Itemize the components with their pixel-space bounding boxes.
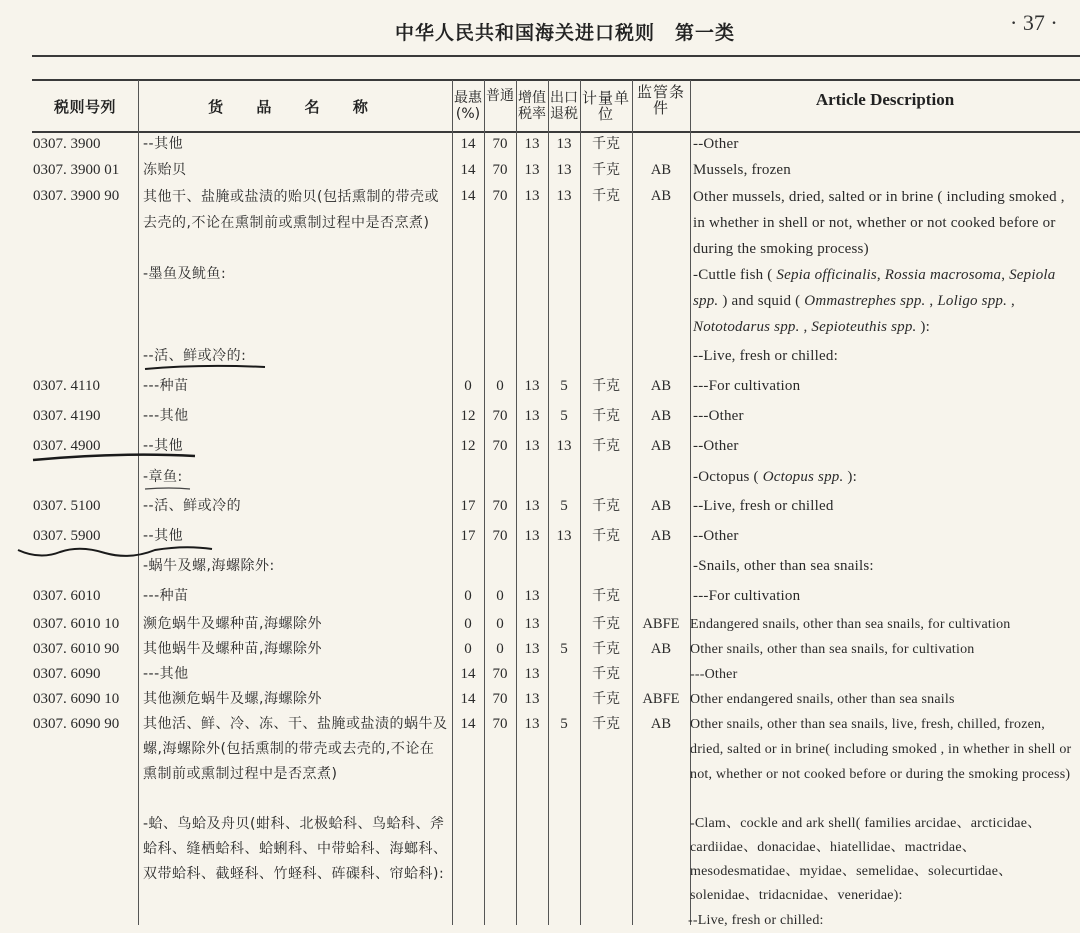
mfn-rate: 17 bbox=[460, 498, 476, 514]
general-rate: 70 bbox=[492, 408, 508, 424]
article-description: --Other bbox=[693, 136, 739, 152]
tariff-code: 0307. 3900 bbox=[33, 136, 101, 152]
header-general: 普通 bbox=[486, 88, 514, 104]
supervision: ABFE bbox=[642, 616, 680, 632]
general-rate: 70 bbox=[492, 666, 508, 682]
unit: 千克 bbox=[592, 408, 620, 424]
vat-rate: 13 bbox=[524, 188, 540, 204]
header-code: 税则号列 bbox=[53, 97, 116, 116]
vat-rate: 13 bbox=[524, 378, 540, 394]
supervision: AB bbox=[650, 528, 672, 544]
article-description: Endangered snails, other than sea snails, for cultivation bbox=[690, 617, 1011, 632]
goods-name: ---其他 bbox=[143, 666, 189, 682]
general-rate: 70 bbox=[492, 188, 508, 204]
article-description: --Live, fresh or chilled: bbox=[688, 913, 824, 928]
mfn-rate: 12 bbox=[460, 408, 476, 424]
header-unit: 计量单位 bbox=[581, 89, 630, 123]
article-description: --Live, fresh or chilled: bbox=[693, 348, 838, 364]
tariff-code: 0307. 6010 90 bbox=[33, 641, 120, 657]
goods-name: 其他活、鲜、冷、冻、干、盐腌或盐渍的蜗牛及螺,海螺除外(包括熏制的带壳或去壳的,不论在熏制前或熏制过程中是否烹煮) bbox=[143, 716, 448, 782]
header-vat: 增值税率 bbox=[518, 90, 546, 122]
export-rebate: 13 bbox=[556, 136, 572, 152]
supervision: AB bbox=[650, 641, 672, 657]
vat-rate: 13 bbox=[524, 438, 540, 454]
article-description: Other mussels, dried, salted or in brine ( including smoked , in whether in shell or not, whether or not cooked before or during the smoking process) bbox=[693, 189, 1065, 257]
goods-name: -章鱼: bbox=[143, 469, 183, 485]
goods-name: -墨鱼及鱿鱼: bbox=[143, 266, 227, 282]
goods-name: 冻贻贝 bbox=[143, 162, 187, 178]
unit: 千克 bbox=[592, 716, 620, 732]
export-rebate: 5 bbox=[560, 716, 568, 732]
mfn-rate: 14 bbox=[460, 188, 476, 204]
tariff-code: 0307. 3900 90 bbox=[33, 188, 120, 204]
vat-rate: 13 bbox=[524, 716, 540, 732]
vat-rate: 13 bbox=[524, 691, 540, 707]
goods-name: -蛤、鸟蛤及舟贝(蚶科、北极蛤科、鸟蛤科、斧蛤科、缝栖蛤科、蛤蜊科、中带蛤科、海螂科、双带蛤科、截蛏科、竹蛏科、砗磲科、帘蛤科): bbox=[143, 816, 448, 882]
general-rate: 70 bbox=[492, 498, 508, 514]
tariff-code: 0307. 3900 01 bbox=[33, 162, 120, 178]
running-title: 中华人民共和国海关进口税则 第一类 bbox=[395, 22, 736, 44]
header-supervision: 监管条件 bbox=[636, 83, 685, 117]
goods-name: 其他濒危蜗牛及螺,海螺除外 bbox=[143, 691, 322, 707]
export-rebate: 5 bbox=[560, 641, 568, 657]
export-rebate: 5 bbox=[560, 408, 568, 424]
column-divider bbox=[138, 80, 139, 925]
article-description: ---For cultivation bbox=[693, 588, 801, 604]
goods-name: --其他 bbox=[143, 136, 184, 152]
tariff-code: 0307. 4190 bbox=[33, 408, 101, 424]
goods-name: 其他蜗牛及螺种苗,海螺除外 bbox=[143, 641, 322, 657]
mfn-rate: 0 bbox=[464, 588, 472, 604]
vat-rate: 13 bbox=[524, 528, 540, 544]
goods-name: --活、鲜或冷的: bbox=[143, 348, 247, 364]
tariff-code: 0307. 6090 90 bbox=[33, 716, 120, 732]
general-rate: 70 bbox=[492, 136, 508, 152]
article-description: Other snails, other than sea snails, live, fresh, chilled, frozen, dried, salted or in brine( including smoked , in whether in shell or not, whether or not cooked before or during the smoking process) bbox=[690, 717, 1072, 782]
mfn-rate: 0 bbox=[464, 641, 472, 657]
unit: 千克 bbox=[592, 136, 620, 152]
unit: 千克 bbox=[592, 641, 620, 657]
mfn-rate: 14 bbox=[460, 691, 476, 707]
mfn-rate: 17 bbox=[460, 528, 476, 544]
goods-name: ---其他 bbox=[143, 408, 189, 424]
supervision: AB bbox=[650, 162, 672, 178]
article-description: Other snails, other than sea snails, for cultivation bbox=[690, 642, 975, 657]
general-rate: 0 bbox=[496, 588, 504, 604]
tariff-code: 0307. 5900 bbox=[33, 528, 101, 544]
vat-rate: 13 bbox=[524, 641, 540, 657]
article-description: ---Other bbox=[693, 408, 744, 424]
goods-name: --活、鲜或冷的 bbox=[143, 498, 242, 514]
article-description: Mussels, frozen bbox=[693, 162, 791, 178]
column-divider bbox=[690, 80, 691, 925]
vat-rate: 13 bbox=[524, 616, 540, 632]
general-rate: 70 bbox=[492, 528, 508, 544]
article-description: -Snails, other than sea snails: bbox=[693, 558, 874, 574]
mfn-rate: 14 bbox=[460, 716, 476, 732]
article-description: -Clam、cockle and ark shell( families arcidae、arcticidae、cardiidae、donacidae、hiatellidae、mactridae、mesodesmatidae、myidae、semelidae、solecurtidae、solenidae、tridacnidae、veneridae): bbox=[690, 816, 1042, 903]
article-description: ---For cultivation bbox=[693, 378, 801, 394]
unit: 千克 bbox=[592, 691, 620, 707]
article-description: Other endangered snails, other than sea snails bbox=[690, 692, 955, 707]
tariff-code: 0307. 4110 bbox=[33, 378, 100, 394]
goods-name: 濒危蜗牛及螺种苗,海螺除外 bbox=[143, 616, 322, 632]
unit: 千克 bbox=[592, 528, 620, 544]
article-description: --Other bbox=[693, 438, 739, 454]
unit: 千克 bbox=[592, 162, 620, 178]
supervision: AB bbox=[650, 378, 672, 394]
goods-name: --其他 bbox=[143, 528, 184, 544]
header-article: Article Description bbox=[815, 90, 955, 109]
unit: 千克 bbox=[592, 588, 620, 604]
export-rebate: 5 bbox=[560, 378, 568, 394]
export-rebate: 5 bbox=[560, 498, 568, 514]
mfn-rate: 12 bbox=[460, 438, 476, 454]
export-rebate: 13 bbox=[556, 438, 572, 454]
export-rebate: 13 bbox=[556, 188, 572, 204]
goods-name: ---种苗 bbox=[143, 378, 189, 394]
general-rate: 0 bbox=[496, 378, 504, 394]
header-rule bbox=[32, 55, 1080, 57]
vat-rate: 13 bbox=[524, 588, 540, 604]
vat-rate: 13 bbox=[524, 136, 540, 152]
article-description: --Other bbox=[693, 528, 739, 544]
tariff-code: 0307. 6010 10 bbox=[33, 616, 120, 632]
unit: 千克 bbox=[592, 378, 620, 394]
header-export-rebate: 出口退税 bbox=[550, 90, 578, 122]
mfn-rate: 14 bbox=[460, 666, 476, 682]
vat-rate: 13 bbox=[524, 498, 540, 514]
supervision: AB bbox=[650, 498, 672, 514]
tariff-code: 0307. 6090 bbox=[33, 666, 101, 682]
header-mfn: 最惠(%) bbox=[454, 90, 482, 122]
unit: 千克 bbox=[592, 616, 620, 632]
supervision: AB bbox=[650, 188, 672, 204]
unit: 千克 bbox=[592, 666, 620, 682]
tariff-code: 0307. 6090 10 bbox=[33, 691, 120, 707]
article-description: -Octopus ( Octopus spp. ): bbox=[693, 469, 857, 485]
goods-name: ---种苗 bbox=[143, 588, 189, 604]
supervision: AB bbox=[650, 408, 672, 424]
general-rate: 0 bbox=[496, 616, 504, 632]
export-rebate: 13 bbox=[556, 162, 572, 178]
page-number: · 37 · bbox=[1010, 10, 1058, 35]
general-rate: 70 bbox=[492, 691, 508, 707]
supervision: AB bbox=[650, 438, 672, 454]
export-rebate: 13 bbox=[556, 528, 572, 544]
vat-rate: 13 bbox=[524, 666, 540, 682]
mfn-rate: 14 bbox=[460, 162, 476, 178]
article-description: --Live, fresh or chilled bbox=[693, 498, 834, 514]
supervision: AB bbox=[650, 716, 672, 732]
general-rate: 0 bbox=[496, 641, 504, 657]
vat-rate: 13 bbox=[524, 162, 540, 178]
mfn-rate: 14 bbox=[460, 136, 476, 152]
mfn-rate: 0 bbox=[464, 378, 472, 394]
article-description: -Cuttle fish ( Sepia officinalis, Rossia macrosoma, Sepiola spp. ) and squid ( Ommastrephes spp. , Loligo spp. , Nototodarus spp. , Sepioteuthis spp. ): bbox=[693, 267, 1056, 335]
general-rate: 70 bbox=[492, 716, 508, 732]
unit: 千克 bbox=[592, 498, 620, 514]
unit: 千克 bbox=[592, 188, 620, 204]
vat-rate: 13 bbox=[524, 408, 540, 424]
unit: 千克 bbox=[592, 438, 620, 454]
tariff-code: 0307. 6010 bbox=[33, 588, 101, 604]
goods-name: 其他干、盐腌或盐渍的贻贝(包括熏制的带壳或去壳的,不论在熏制前或熏制过程中是否烹煮) bbox=[143, 189, 439, 231]
mfn-rate: 0 bbox=[464, 616, 472, 632]
supervision: ABFE bbox=[642, 691, 680, 707]
general-rate: 70 bbox=[492, 162, 508, 178]
page-header bbox=[0, 0, 1080, 60]
goods-name: -蜗牛及螺,海螺除外: bbox=[143, 558, 275, 574]
header-goods: 货 品 名 称 bbox=[208, 97, 382, 116]
tariff-code: 0307. 4900 bbox=[33, 438, 101, 454]
article-description: ---Other bbox=[690, 667, 738, 682]
general-rate: 70 bbox=[492, 438, 508, 454]
tariff-code: 0307. 5100 bbox=[33, 498, 101, 514]
goods-name: --其他 bbox=[143, 438, 184, 454]
table-top-rule bbox=[32, 79, 1080, 81]
